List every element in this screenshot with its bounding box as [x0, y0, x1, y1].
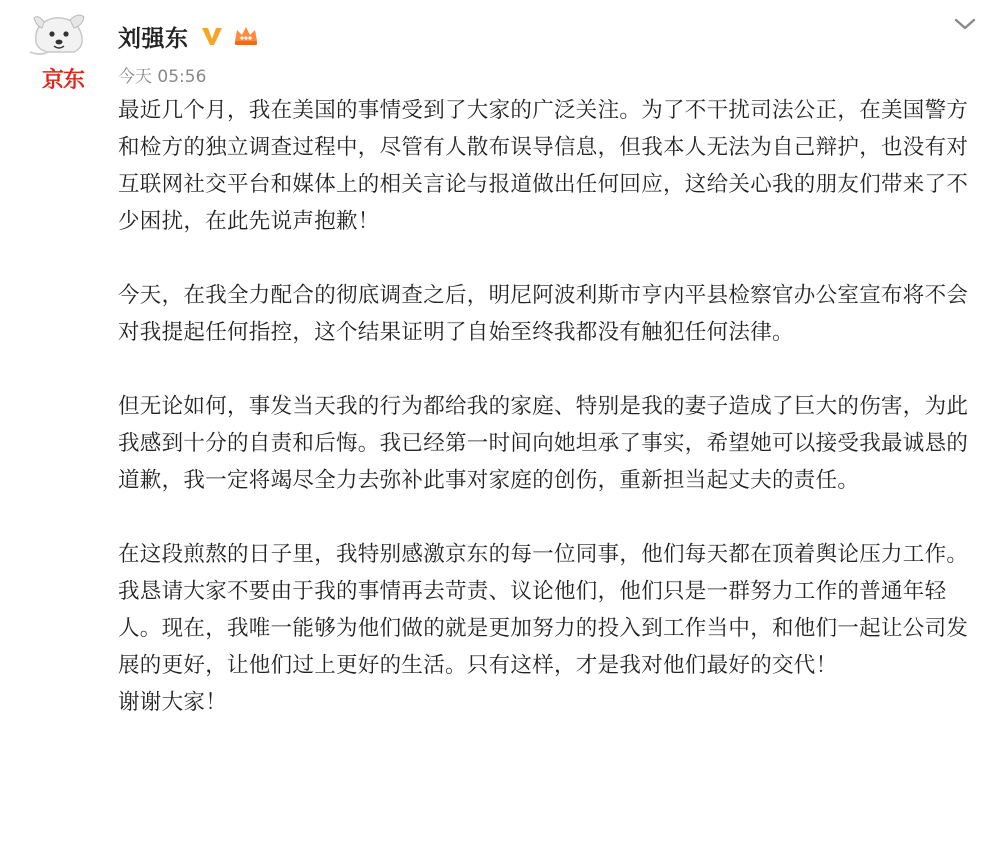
post-paragraph-2: 今天，在我全力配合的彻底调查之后，明尼阿波利斯市亨内平县检察官办公室宣布将不会对我提起任何指控，这个结果证明了自始至终我都没有触犯任何法律。 — [118, 283, 969, 345]
post-paragraph-3: 但无论如何，事发当天我的行为都给我的家庭、特别是我的妻子造成了巨大的伤害，为此我感到十分的自责和后悔。我已经第一时间向她坦承了事实，希望她可以接受我最诚恳的道歉，我一定将竭尽全力去弥补此事对家庭的创伤，重新担当起丈夫的责任。 — [118, 394, 969, 493]
avatar[interactable] — [18, 8, 102, 92]
post-paragraph-1: 最近几个月，我在美国的事情受到了大家的广泛关注。为了不干扰司法公正，在美国警方和检方的独立调查过程中，尽管有人散布误导信息，但我本人无法为自己辩护，也没有对互联网社交平台和媒体上的相关言论与报道做出任何回应，这给关心我的朋友们带来了不少困扰，在此先说声抱歉！ — [118, 98, 969, 234]
post-signoff: 谢谢大家！ — [118, 690, 228, 715]
post-timestamp[interactable]: 今天 05:56 — [118, 67, 207, 87]
post-paragraph-4: 在这段煎熬的日子里，我特别感激京东的每一位同事，他们每天都在顶着舆论压力工作。我恳请大家不要由于我的事情再去苛责、议论他们，他们只是一群努力工作的普通年轻人。现在，我唯一能够为他们做的就是更加努力的投入到工作当中，和他们一起让公司发展的更好，让他们过上更好的生活。只有这样，才是我对他们最好的交代！ — [118, 542, 969, 678]
jd-dog-logo-icon — [26, 12, 94, 64]
post-content — [118, 92, 978, 721]
author-name[interactable]: 刘强东 — [118, 25, 189, 52]
author-row — [118, 18, 261, 54]
chevron-down-icon[interactable] — [952, 14, 978, 34]
verified-v-icon — [199, 23, 225, 49]
avatar-brand-text: 京东 — [41, 68, 84, 93]
vip-crown-icon[interactable] — [231, 23, 261, 49]
